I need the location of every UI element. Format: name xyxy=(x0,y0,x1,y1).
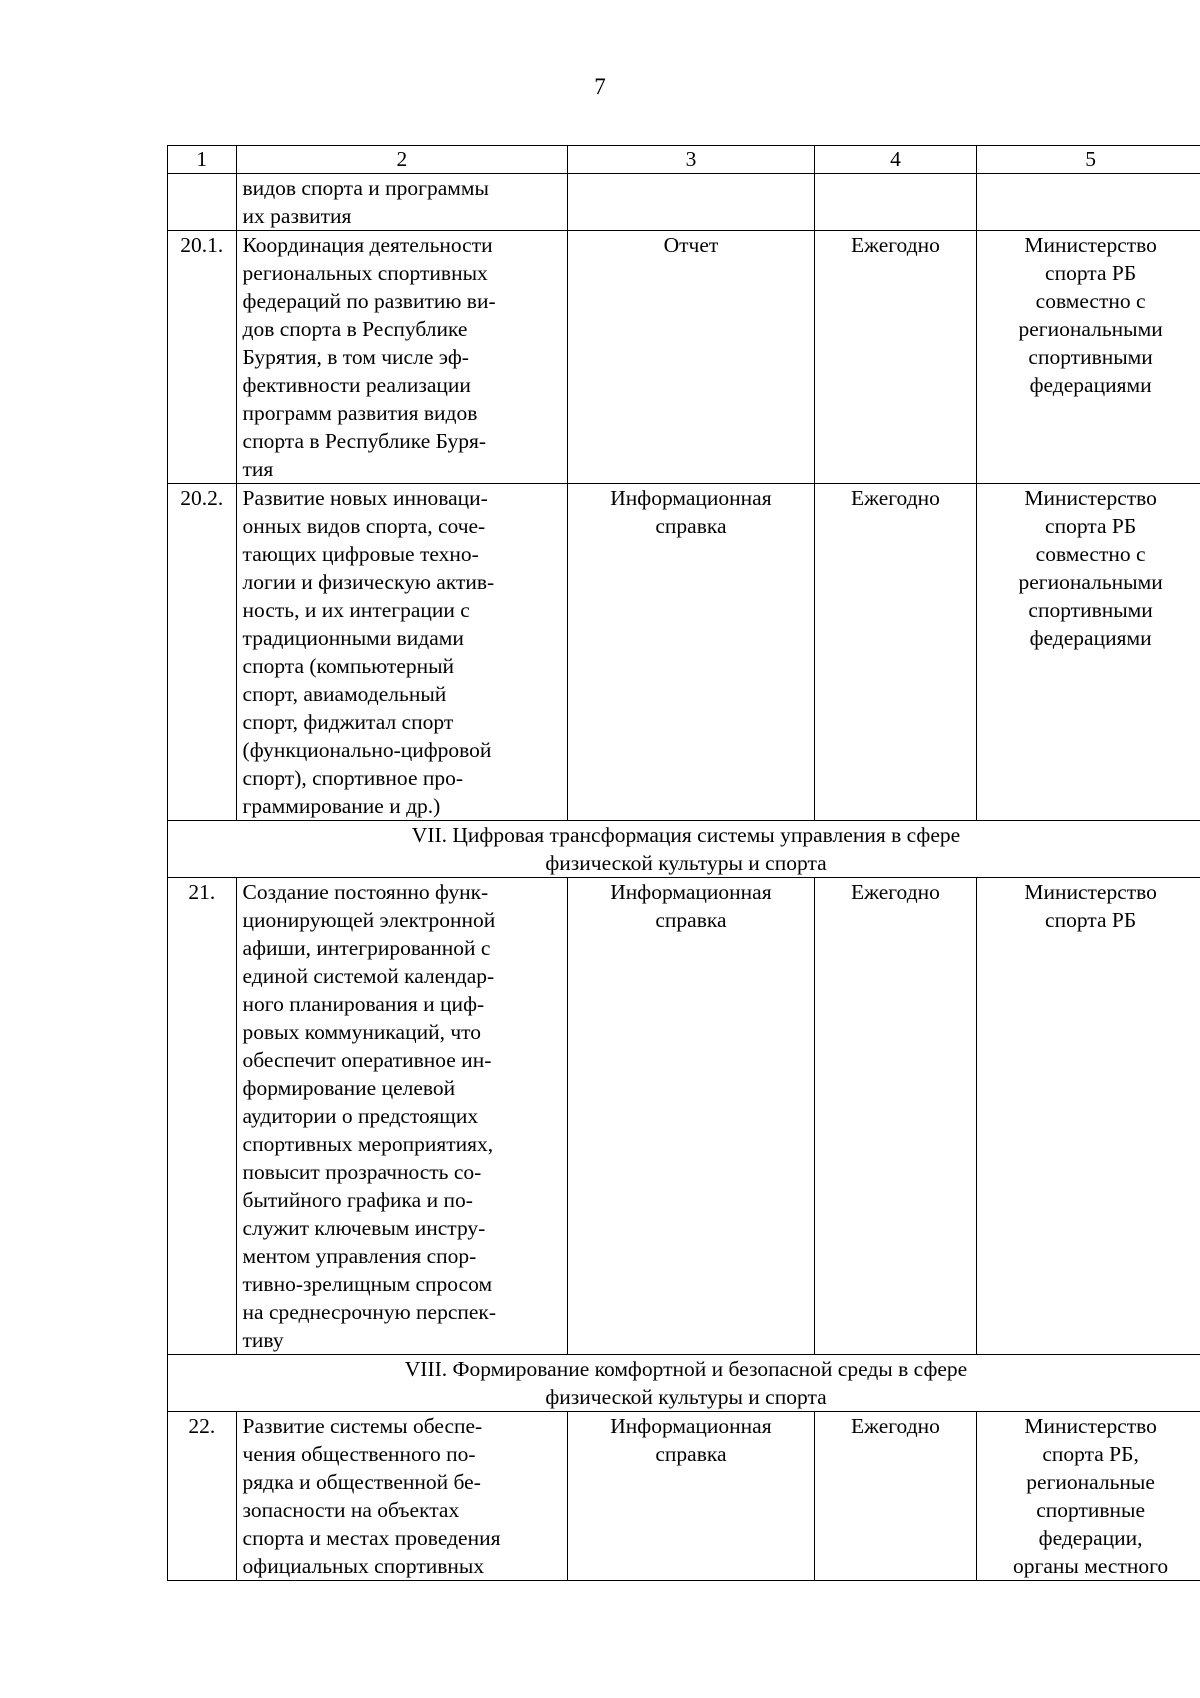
row-report-form xyxy=(568,1412,815,1581)
row-number: 22. xyxy=(168,1412,237,1581)
responsible-line: Министерство xyxy=(1024,486,1157,510)
row-report-form xyxy=(568,231,815,484)
description-line: программ развития видов xyxy=(242,401,478,425)
responsible-line: федерациями xyxy=(1029,626,1152,650)
description-line: Бурятия, в том числе эф- xyxy=(242,345,469,369)
description-line: региональных спортивных xyxy=(242,261,488,285)
description-line: граммирование и др.) xyxy=(242,794,441,818)
header-col-4: 4 xyxy=(814,146,977,174)
description-line: повысит прозрачность со- xyxy=(242,1160,482,1184)
row-description xyxy=(236,231,568,484)
responsible-line: региональными xyxy=(1018,317,1163,341)
row-report-form xyxy=(568,484,815,821)
description-line: ционирующей электронной xyxy=(242,908,496,932)
row-number: 20.2. xyxy=(168,484,237,821)
responsible-line: спортивными xyxy=(1028,345,1153,369)
row-term: Ежегодно xyxy=(814,231,977,484)
description-line: ность, и их интеграции с xyxy=(242,598,470,622)
description-line: спортивных мероприятиях, xyxy=(242,1132,494,1156)
row-term xyxy=(814,174,977,231)
description-line: служит ключевым инстру- xyxy=(242,1216,486,1240)
description-line: формирование целевой xyxy=(242,1076,456,1100)
page-number: 7 xyxy=(594,74,606,99)
description-line: официальных спортивных xyxy=(242,1554,485,1578)
description-line: рядка и общественной бе- xyxy=(242,1470,481,1494)
report-form-line: Информационная xyxy=(610,1414,772,1438)
description-line: обеспечит оперативное ин- xyxy=(242,1048,492,1072)
description-line: ного планирования и циф- xyxy=(242,992,485,1016)
description-line: Развитие системы обеспе- xyxy=(242,1414,483,1438)
description-line: их развития xyxy=(242,204,352,228)
responsible-line: спорта РБ xyxy=(1045,261,1137,285)
description-line: тиву xyxy=(242,1328,284,1352)
row-description xyxy=(236,174,568,231)
responsible-line: Министерство xyxy=(1024,233,1157,257)
section-heading-line: VIII. Формирование комфортной и безопасной среды в сфере xyxy=(404,1357,968,1381)
description-line: дов спорта в Республике xyxy=(242,317,468,341)
table-row xyxy=(168,878,1200,1355)
description-line: фективности реализации xyxy=(242,373,471,397)
responsible-line: Министерство xyxy=(1024,1414,1157,1438)
row-number: 20.1. xyxy=(168,231,237,484)
description-line: единой системой календар- xyxy=(242,964,495,988)
description-line: аудитории о предстоящих xyxy=(242,1104,479,1128)
row-responsible xyxy=(977,231,1200,484)
row-term: Ежегодно xyxy=(814,1412,977,1581)
header-col-5: 5 xyxy=(977,146,1200,174)
responsible-line: спортивные xyxy=(1036,1498,1146,1522)
header-col-2: 2 xyxy=(236,146,568,174)
section-heading-line: физической культуры и спорта xyxy=(545,1385,827,1409)
responsible-line: региональными xyxy=(1018,570,1163,594)
description-line: спорта и местах проведения xyxy=(242,1526,501,1550)
description-line: тающих цифровые техно- xyxy=(242,542,479,566)
row-description xyxy=(236,484,568,821)
description-line: спорта в Республике Буря- xyxy=(242,429,486,453)
section-heading xyxy=(168,1355,1200,1412)
description-line: Координация деятельности xyxy=(242,233,493,257)
responsible-line: совместно с xyxy=(1035,542,1146,566)
description-line: Создание постоянно функ- xyxy=(242,880,489,904)
table-row xyxy=(168,484,1200,821)
row-number: 21. xyxy=(168,878,237,1355)
description-line: чения общественного по- xyxy=(242,1442,476,1466)
section-heading-line: VII. Цифровая трансформация системы управления в сфере xyxy=(411,823,961,847)
report-form-line: Отчет xyxy=(663,233,719,257)
description-line: тия xyxy=(242,457,274,481)
description-line: традиционными видами xyxy=(242,626,464,650)
row-responsible xyxy=(977,174,1200,231)
description-line: афиши, интегрированной с xyxy=(242,936,491,960)
description-line: Развитие новых инноваци- xyxy=(242,486,488,510)
description-line: спорт, авиамодельный xyxy=(242,682,447,706)
table-row xyxy=(168,174,1200,231)
responsible-line: спорта РБ xyxy=(1045,514,1137,538)
section-heading-row xyxy=(168,1355,1200,1412)
report-form-line: справка xyxy=(655,1442,727,1466)
row-term: Ежегодно xyxy=(814,878,977,1355)
table-row xyxy=(168,1412,1200,1581)
row-responsible xyxy=(977,484,1200,821)
description-line: ментом управления спор- xyxy=(242,1244,477,1268)
description-line: ровых коммуникаций, что xyxy=(242,1020,482,1044)
header-col-1: 1 xyxy=(168,146,237,174)
responsible-line: региональные xyxy=(1026,1470,1155,1494)
description-line: (функционально-цифровой xyxy=(242,738,492,762)
row-term: Ежегодно xyxy=(814,484,977,821)
responsible-line: спортивными xyxy=(1028,598,1153,622)
section-heading-line: физической культуры и спорта xyxy=(545,851,827,875)
description-line: спорт), спортивное про- xyxy=(242,766,464,790)
table-row xyxy=(168,231,1200,484)
responsible-line: спорта РБ xyxy=(1045,908,1137,932)
section-heading xyxy=(168,821,1200,878)
description-line: видов спорта и программы xyxy=(242,176,489,200)
header-col-3: 3 xyxy=(568,146,815,174)
table-header-row xyxy=(168,146,1200,174)
section-heading-row xyxy=(168,821,1200,878)
responsible-line: Министерство xyxy=(1024,880,1157,904)
description-line: онных видов спорта, соче- xyxy=(242,514,486,538)
row-responsible xyxy=(977,1412,1200,1581)
row-report-form xyxy=(568,174,815,231)
row-description xyxy=(236,1412,568,1581)
row-responsible xyxy=(977,878,1200,1355)
report-form-line: справка xyxy=(655,514,727,538)
plan-table xyxy=(167,145,1200,1581)
description-line: логии и физическую актив- xyxy=(242,570,495,594)
row-report-form xyxy=(568,878,815,1355)
responsible-line: федерации, xyxy=(1038,1526,1143,1550)
description-line: на среднесрочную перспек- xyxy=(242,1300,497,1324)
report-form-line: Информационная xyxy=(610,486,772,510)
description-line: федераций по развитию ви- xyxy=(242,289,496,313)
report-form-line: справка xyxy=(655,908,727,932)
responsible-line: совместно с xyxy=(1035,289,1146,313)
description-line: тивно-зрелищным спросом xyxy=(242,1272,493,1296)
responsible-line: спорта РБ, xyxy=(1042,1442,1139,1466)
description-line: спорта (компьютерный xyxy=(242,654,455,678)
report-form-line: Информационная xyxy=(610,880,772,904)
responsible-line: федерациями xyxy=(1029,373,1152,397)
description-line: зопасности на объектах xyxy=(242,1498,460,1522)
description-line: спорт, фиджитал спорт xyxy=(242,710,454,734)
row-description xyxy=(236,878,568,1355)
responsible-line: органы местного xyxy=(1013,1554,1169,1578)
description-line: бытийного графика и по- xyxy=(242,1188,473,1212)
row-number xyxy=(168,174,237,231)
